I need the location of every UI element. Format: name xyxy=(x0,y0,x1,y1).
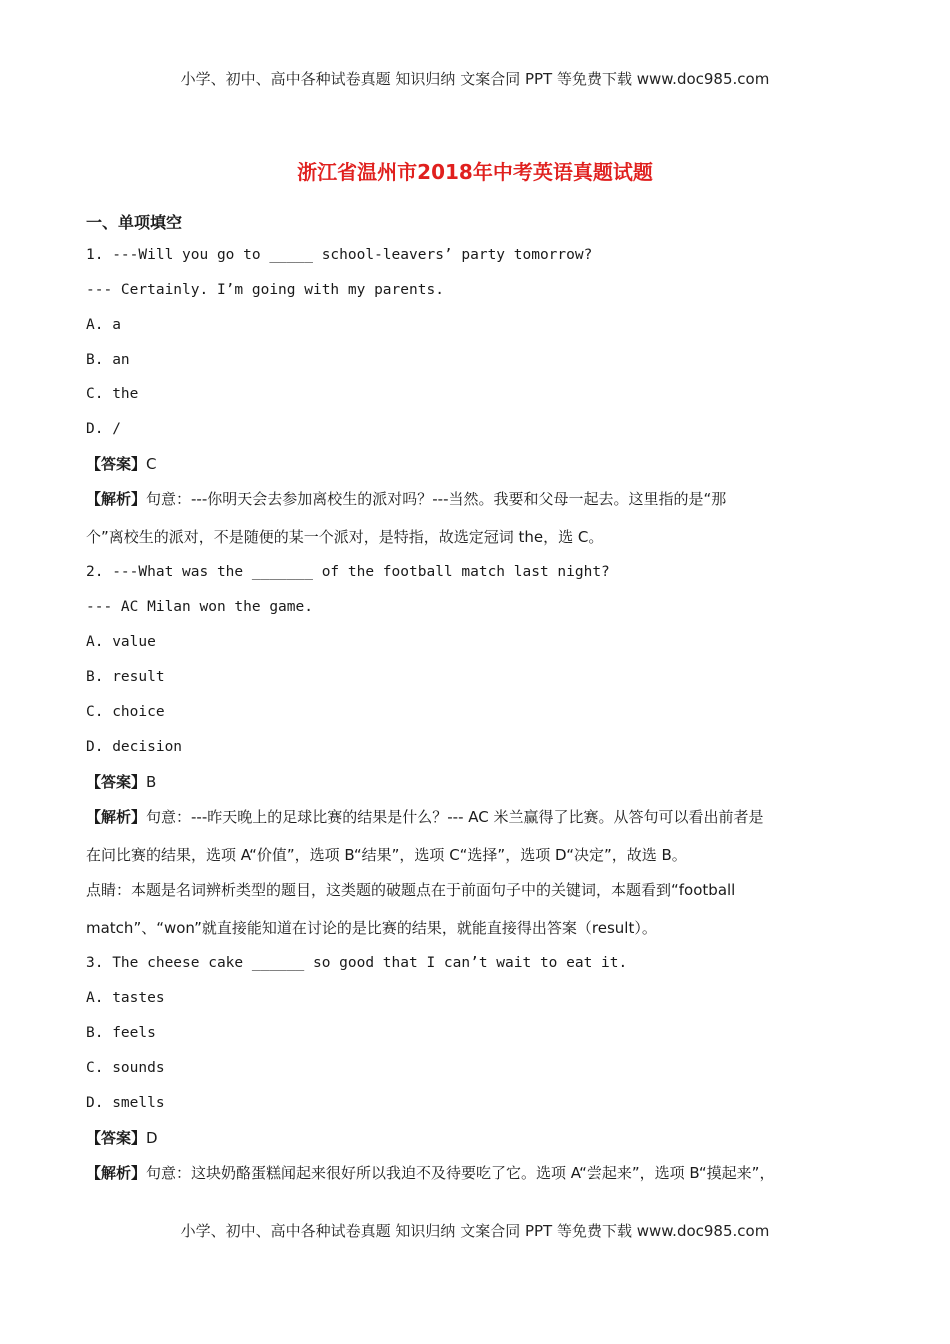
question-2-answer xyxy=(86,772,156,792)
page-header: 小学、初中、高中各种试卷真题 知识归纳 文案合同 PPT 等免费下载 www.doc985.com xyxy=(180,70,770,88)
answer-tag: 【答案】 xyxy=(86,1129,147,1147)
question-3-option-a: A. tastes xyxy=(86,990,165,1006)
question-1-option-a: A. a xyxy=(86,317,121,333)
page-footer: 小学、初中、高中各种试卷真题 知识归纳 文案合同 PPT 等免费下载 www.doc985.com xyxy=(180,1222,770,1240)
question-3-answer xyxy=(86,1128,158,1148)
question-1-analysis-line-2: 个”离校生的派对，不是随便的某一个派对，是特指，故选定冠词 the，选 C。 xyxy=(86,528,604,546)
answer-tag: 【答案】 xyxy=(86,455,147,473)
analysis-text: 句意：这块奶酪蛋糕闻起来很好所以我迫不及待要吃了它。选项 A“尝起来”，选项 B“摸起来”， xyxy=(146,1164,775,1182)
question-2-option-a: A. value xyxy=(86,634,156,650)
analysis-text: 句意：---昨天晚上的足球比赛的结果是什么？--- AC 米兰赢得了比赛。从答句可以看出前者是 xyxy=(146,808,764,826)
analysis-tag: 【解析】 xyxy=(86,808,147,826)
answer-value: D xyxy=(146,1129,158,1147)
analysis-tag: 【解析】 xyxy=(86,490,147,508)
answer-tag: 【答案】 xyxy=(86,773,147,791)
question-3-option-d: D. smells xyxy=(86,1095,165,1111)
question-3-option-c: C. sounds xyxy=(86,1060,165,1076)
question-1-analysis-line-1 xyxy=(86,489,726,509)
question-2-reply: --- AC Milan won the game. xyxy=(86,599,313,615)
question-2-option-b: B. result xyxy=(86,669,165,685)
document-title: 浙江省温州市2018年中考英语真题试题 xyxy=(297,160,653,184)
question-2-option-c: C. choice xyxy=(86,704,165,720)
analysis-tag: 【解析】 xyxy=(86,1164,147,1182)
answer-value: B xyxy=(146,773,157,791)
question-1-option-b: B. an xyxy=(86,352,130,368)
question-3-option-b: B. feels xyxy=(86,1025,156,1041)
question-3-analysis-line-1 xyxy=(86,1163,774,1183)
question-2-note-line-2: match”、“won”就直接能知道在讨论的是比赛的结果，就能直接得出答案（result）。 xyxy=(86,919,657,937)
question-1-reply: --- Certainly. I’m going with my parents. xyxy=(86,282,444,298)
question-1-stem: 1. ---Will you go to _____ school-leavers’ party tomorrow? xyxy=(86,247,593,263)
answer-value: C xyxy=(146,455,157,473)
question-2-option-d: D. decision xyxy=(86,739,183,755)
question-2-analysis-line-2: 在问比赛的结果，选项 A“价值”，选项 B“结果”，选项 C“选择”，选项 D“决定”，故选 B。 xyxy=(86,846,687,864)
question-2-stem: 2. ---What was the _______ of the football match last night? xyxy=(86,564,610,580)
question-2-note-line-1: 点睛：本题是名词辨析类型的题目，这类题的破题点在于前面句子中的关键词，本题看到“football xyxy=(86,881,736,899)
question-1-option-c: C. the xyxy=(86,386,139,402)
question-3-stem: 3. The cheese cake ______ so good that I can’t wait to eat it. xyxy=(86,955,628,971)
question-1-answer xyxy=(86,454,157,474)
section-heading: 一、单项填空 xyxy=(86,213,183,232)
analysis-text: 句意：---你明天会去参加离校生的派对吗？---当然。我要和父母一起去。这里指的是“那 xyxy=(146,490,727,508)
question-2-analysis-line-1 xyxy=(86,807,764,827)
question-1-option-d: D. / xyxy=(86,421,121,437)
